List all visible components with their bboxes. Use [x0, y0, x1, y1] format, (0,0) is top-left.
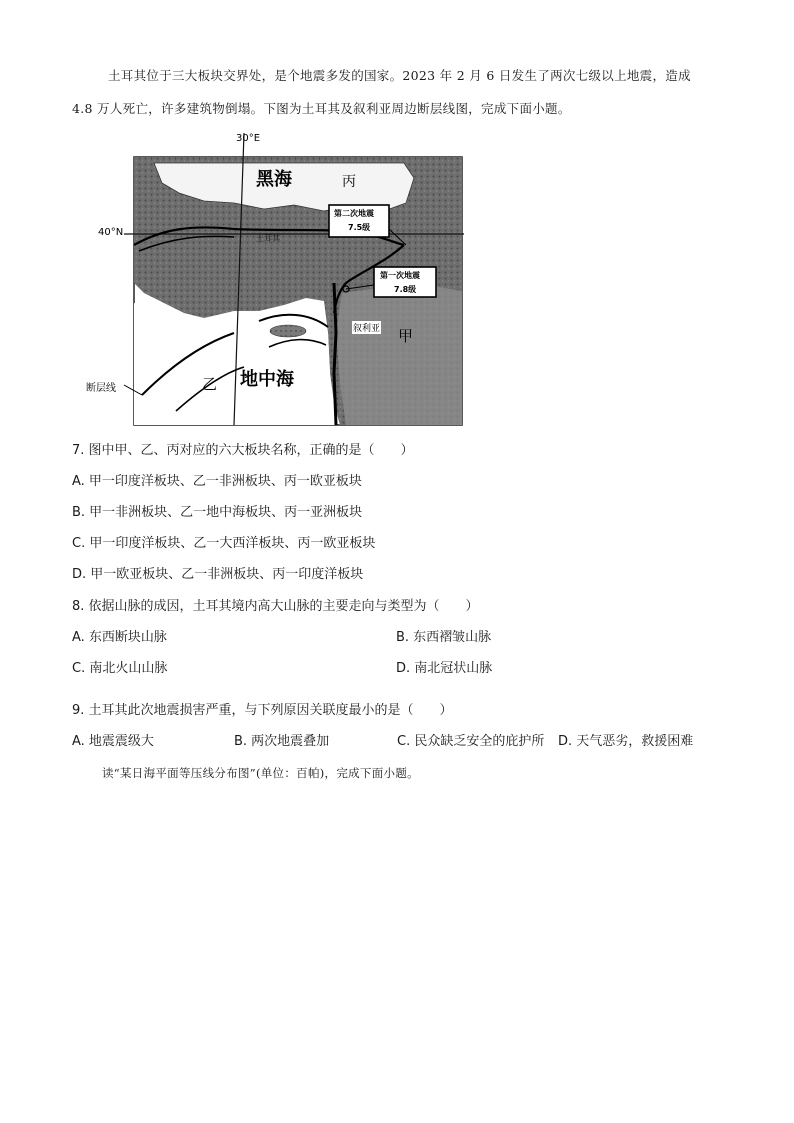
- q7-option-b: B. 甲一非洲板块、乙一地中海板块、丙一亚洲板块: [72, 505, 363, 520]
- black-sea-label: 黑海: [256, 169, 292, 190]
- jia-label: 甲: [398, 327, 414, 345]
- mediterranean-label: 地中海: [240, 369, 294, 390]
- q8-option-b: B. 东西褶皱山脉: [396, 630, 492, 645]
- intro-line-2: 4.8 万人死亡，许多建筑物倒塌。下图为土耳其及叙利亚周边断层线图，完成下面小题。: [72, 101, 571, 116]
- q9-option-a: A. 地震震级大: [72, 734, 154, 749]
- fault-map: [84, 133, 464, 428]
- q9-option-c: C. 民众缺乏安全的庇护所: [397, 734, 545, 749]
- q7-option-c: C. 甲一印度洋板块、乙一大西洋板块、丙一欧亚板块: [72, 536, 376, 551]
- second-quake-mag: 7.5级: [348, 223, 371, 232]
- q8-stem: 8. 依据山脉的成因，土耳其境内高大山脉的主要走向与类型为（ ）: [72, 599, 479, 614]
- q7-option-d: D. 甲一欧亚板块、乙一非洲板块、丙一印度洋板块: [72, 567, 364, 582]
- lat-label: 40°N: [98, 227, 124, 238]
- q8-option-c: C. 南北火山山脉: [72, 661, 168, 676]
- cyprus-island: [270, 325, 306, 337]
- q7-stem: 7. 图中甲、乙、丙对应的六大板块名称，正确的是（ ）: [72, 443, 414, 458]
- q7-option-a: A. 甲一印度洋板块、乙一非洲板块、丙一欧亚板块: [72, 474, 362, 489]
- lon-label: 30°E: [236, 133, 261, 144]
- turkey-label: 土耳其: [256, 234, 280, 243]
- bing-label: 丙: [342, 174, 356, 190]
- syria-label: 叙利亚: [352, 321, 381, 334]
- q8-option-d: D. 南北冠状山脉: [396, 661, 493, 676]
- second-quake-title: 第二次地震: [334, 209, 374, 218]
- q8-option-a: A. 东西断块山脉: [72, 630, 167, 645]
- q9-option-b: B. 两次地震叠加: [234, 734, 330, 749]
- dead-sea-fault: [334, 283, 336, 425]
- q9-stem: 9. 土耳其此次地震损害严重，与下列原因关联度最小的是（ ）: [72, 703, 453, 718]
- syria-region: [336, 283, 462, 425]
- next-section-intro: 读“某日海平面等压线分布图”(单位：百帕)，完成下面小题。: [102, 766, 419, 780]
- first-quake-title: 第一次地震: [380, 271, 420, 280]
- first-quake-mag: 7.8级: [394, 285, 417, 294]
- yi-label: 乙: [202, 375, 218, 393]
- q9-option-d: D. 天气恶劣，救援困难: [558, 734, 694, 749]
- fault-label: 断层线: [86, 383, 116, 394]
- intro-line-1: 土耳其位于三大板块交界处，是个地震多发的国家。2023 年 2 月 6 日发生了两次七级以上地震，造成: [108, 68, 691, 83]
